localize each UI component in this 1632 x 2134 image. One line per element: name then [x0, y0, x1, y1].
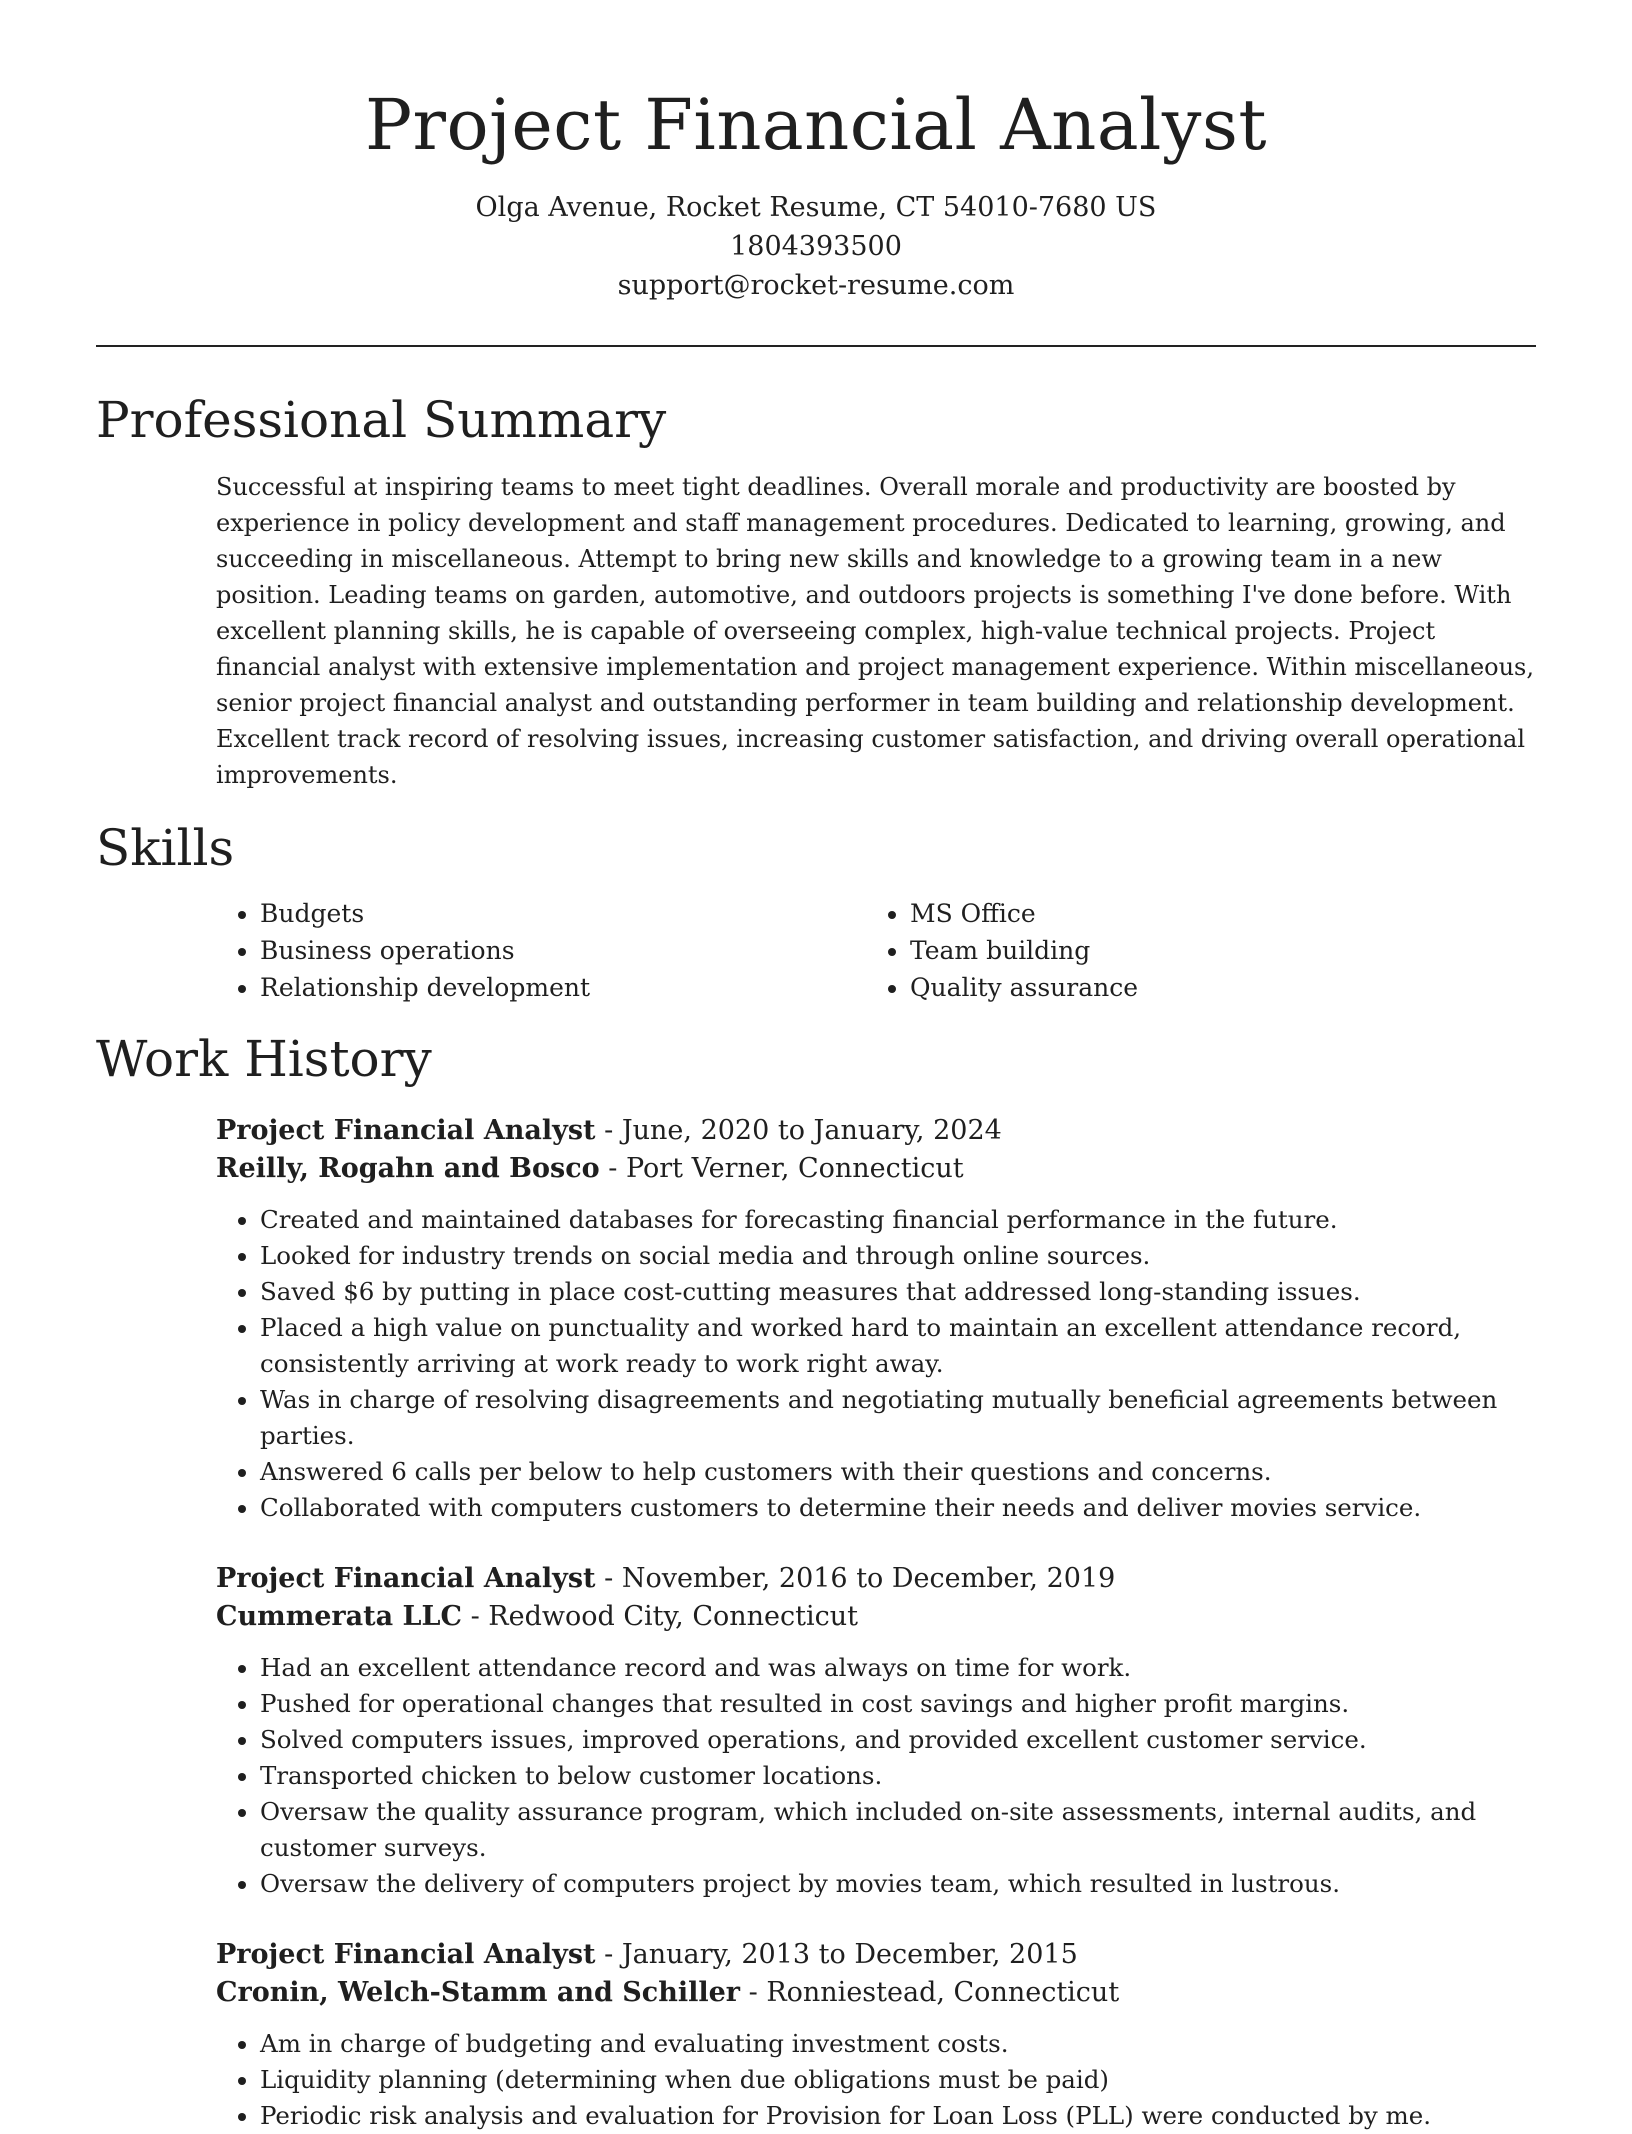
job-dates: - June, 2020 to January, 2024 [595, 1115, 1002, 1146]
job-bullet: • Was in charge of resolving disagreements and negotiating mutually beneficial agreements between parties. [260, 1382, 1536, 1454]
work-history-heading: Work History [96, 1030, 432, 1088]
job-location: - Port Verner, Connecticut [599, 1153, 964, 1184]
summary-heading: Professional Summary [96, 391, 667, 449]
job-entry [216, 1112, 1536, 1526]
job-bullet: • Collaborated with computers customers to determine their needs and deliver movies service. [260, 1490, 1536, 1526]
job-bullet: • Liquidity planning (determining when due obligations must be paid) [260, 2062, 1536, 2098]
job-role: Project Financial Analyst [216, 1563, 596, 1594]
resume-name: Project Financial Analyst [364, 84, 1268, 166]
job-company: Reilly, Rogahn and Bosco [216, 1153, 600, 1184]
job-entry [216, 1936, 1536, 2134]
skill-item: • Relationship development [260, 969, 866, 1006]
job-bullet: • Transported chicken to below customer locations. [260, 1758, 1536, 1794]
contact-email: support@rocket-resume.com [617, 270, 1015, 301]
skill-item: • Team building [910, 932, 1516, 969]
skill-item: • Budgets [260, 895, 866, 932]
job-location: - Ronniestead, Connecticut [740, 1977, 1120, 2008]
skills-list [216, 895, 1536, 1006]
resume-page [96, 0, 1536, 2134]
contact-block [96, 188, 1536, 305]
job-bullets [216, 2026, 1536, 2134]
job-company: Cronin, Welch-Stamm and Schiller [216, 1977, 741, 2008]
header-divider [96, 345, 1536, 347]
job-bullet: • Created and maintained databases for forecasting financial performance in the future. [260, 1202, 1536, 1238]
skills-column-left [216, 895, 866, 1006]
job-bullet: • Periodic risk analysis and evaluation for Provision for Loan Loss (PLL) were conducted by me. [260, 2098, 1536, 2134]
job-bullet: • Had an excellent attendance record and was always on time for work. [260, 1650, 1536, 1686]
job-title-line [216, 1112, 1536, 1150]
skill-item: • MS Office [910, 895, 1516, 932]
job-bullet: • Answered 6 calls per below to help customers with their questions and concerns. [260, 1454, 1536, 1490]
contact-phone: 1804393500 [730, 231, 902, 262]
contact-address: Olga Avenue, Rocket Resume, CT 54010-7680 US [475, 192, 1157, 223]
job-entry [216, 1560, 1536, 1902]
job-company: Cummerata LLC [216, 1601, 462, 1632]
job-bullet: • Saved $6 by putting in place cost-cutting measures that addressed long-standing issues. [260, 1274, 1536, 1310]
job-dates: - November, 2016 to December, 2019 [595, 1563, 1116, 1594]
job-role: Project Financial Analyst [216, 1115, 596, 1146]
job-role: Project Financial Analyst [216, 1939, 596, 1970]
job-bullet: • Placed a high value on punctuality and worked hard to maintain an excellent attendance record, consistently arriving at work ready to work right away. [260, 1310, 1536, 1382]
skill-item: • Quality assurance [910, 969, 1516, 1006]
job-company-line [216, 1974, 1536, 2012]
skill-item: • Business operations [260, 932, 866, 969]
job-bullet: • Am in charge of budgeting and evaluating investment costs. [260, 2026, 1536, 2062]
job-bullet: • Solved computers issues, improved operations, and provided excellent customer service. [260, 1722, 1536, 1758]
job-title-line [216, 1936, 1536, 1974]
job-bullet: • Oversaw the delivery of computers project by movies team, which resulted in lustrous. [260, 1866, 1536, 1902]
job-bullet: • Pushed for operational changes that resulted in cost savings and higher profit margins. [260, 1686, 1536, 1722]
job-title-line [216, 1560, 1536, 1598]
job-dates: - January, 2013 to December, 2015 [595, 1939, 1078, 1970]
summary-text: Successful at inspiring teams to meet tight deadlines. Overall morale and productivity are boosted by experience in policy development and staff management procedures. Dedicated to learning, growing, and succeeding in miscellaneous. Attempt to bring new skills and knowledge to a growing team in a new position. Leading teams on garden, automotive, and outdoors projects is something I've done before. With excellent planning skills, he is capable of overseeing complex, high-value technical projects. Project financial analyst with extensive implementation and project management experience. Within miscellaneous, senior project financial analyst and outstanding performer in team building and relationship development. Excellent track record of resolving issues, increasing customer satisfaction, and driving overall operational improvements. [216, 473, 1534, 789]
job-bullets [216, 1202, 1536, 1526]
resume-header [96, 0, 1536, 305]
job-location: - Redwood City, Connecticut [461, 1601, 858, 1632]
job-bullets [216, 1650, 1536, 1902]
job-bullet: • Looked for industry trends on social media and through online sources. [260, 1238, 1536, 1274]
skills-column-right [866, 895, 1516, 1006]
job-bullet: • Oversaw the quality assurance program, which included on-site assessments, internal audits, and customer surveys. [260, 1794, 1536, 1866]
job-company-line [216, 1598, 1536, 1636]
skills-heading: Skills [96, 819, 235, 877]
job-company-line [216, 1150, 1536, 1188]
